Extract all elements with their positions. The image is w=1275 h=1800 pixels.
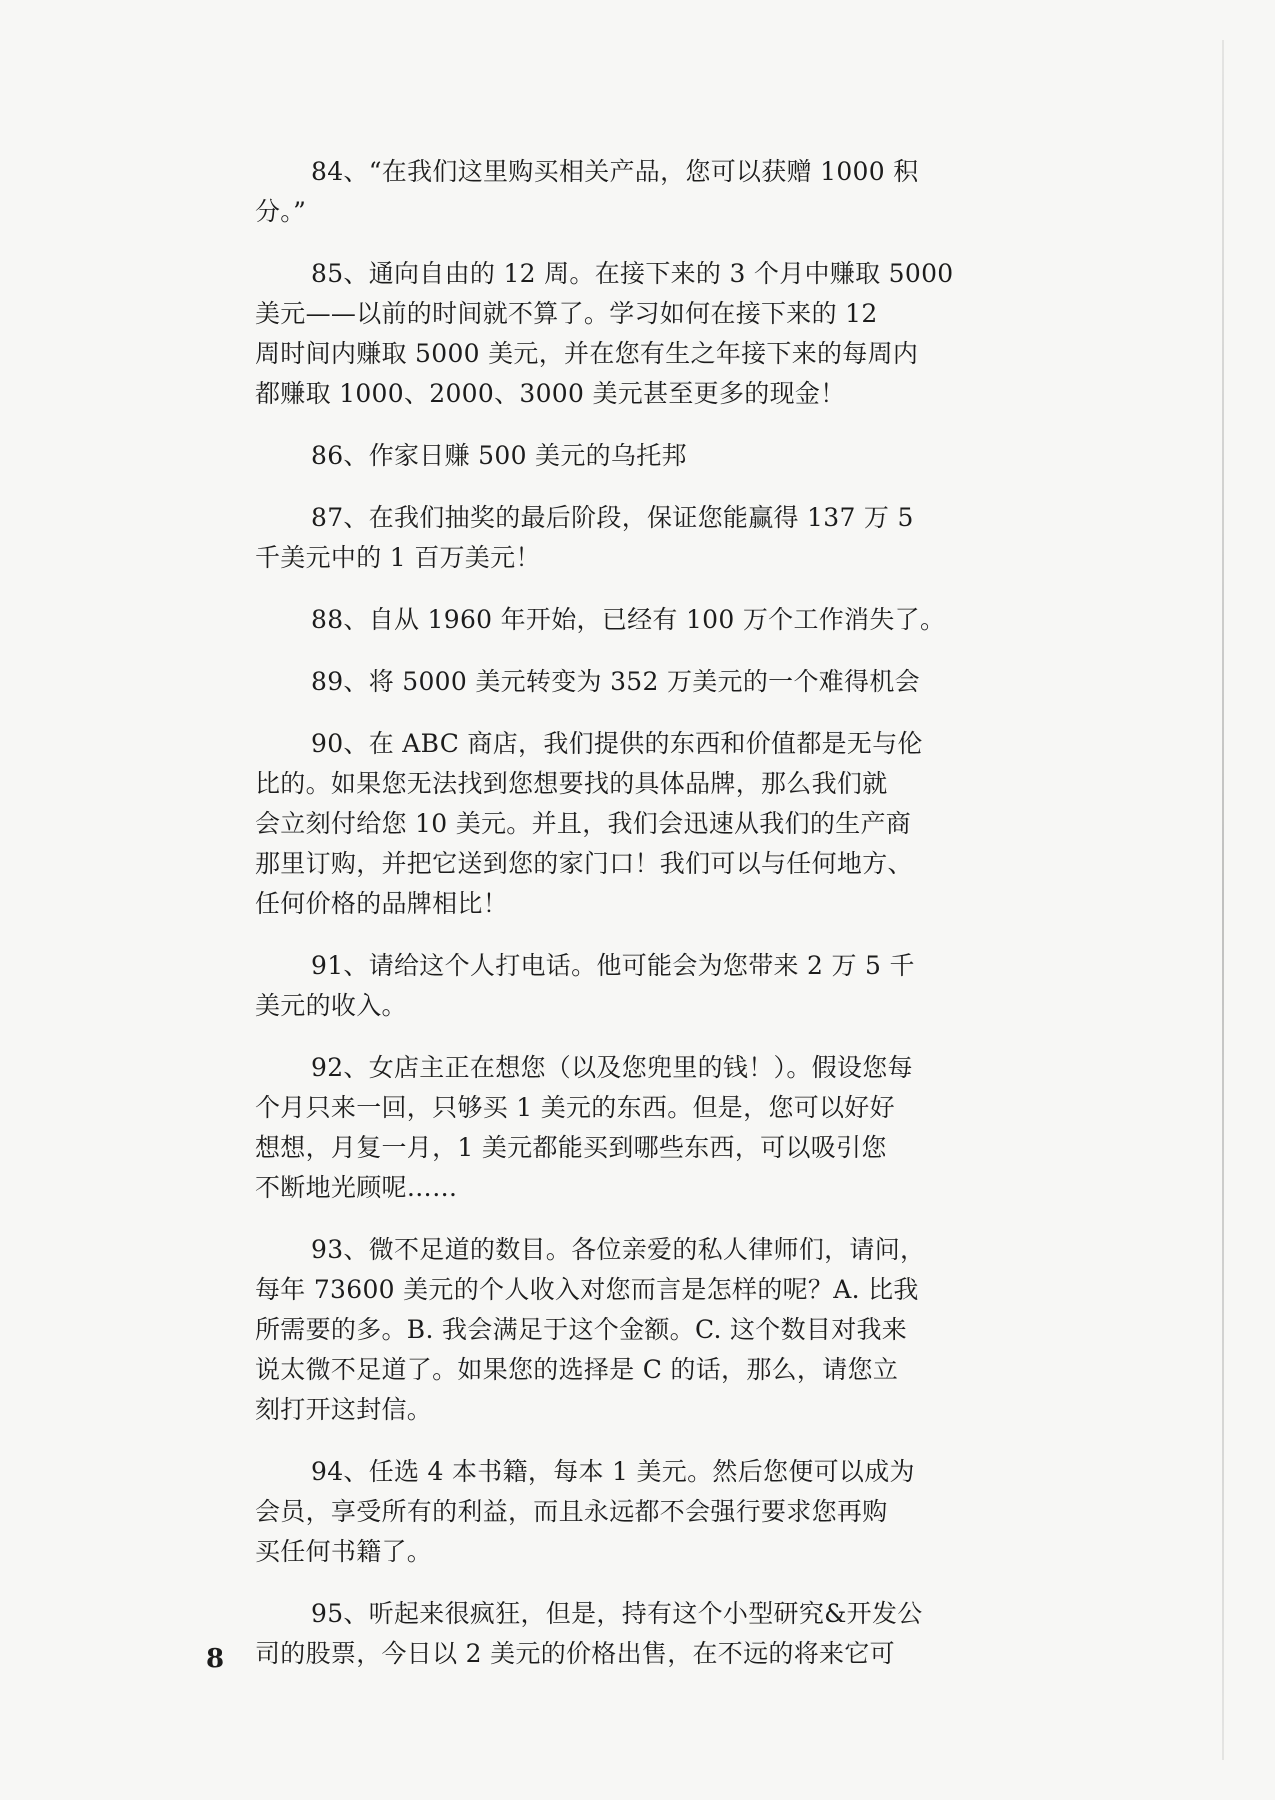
- list-item-90: [255, 724, 945, 924]
- text-line: 87、在我们抽奖的最后阶段，保证您能赢得 137 万 5: [311, 503, 914, 532]
- text-line: 84、“在我们这里购买相关产品，您可以获赠 1000 积: [311, 157, 919, 186]
- text-line: 会立刻付给您 10 美元。并且，我们会迅速从我们的生产商: [255, 809, 912, 838]
- list-item-91: [255, 946, 945, 1026]
- text-line: 那里订购，并把它送到您的家门口！我们可以与任何地方、: [255, 849, 913, 878]
- list-item-86: [255, 436, 945, 476]
- list-item-88: [255, 600, 945, 640]
- list-item-84: [255, 152, 945, 232]
- text-line: 92、女店主正在想您（以及您兜里的钱！）。假设您每: [311, 1053, 913, 1082]
- text-line: 91、请给这个人打电话。他可能会为您带来 2 万 5 千: [311, 951, 915, 980]
- text-line: 94、任选 4 本书籍，每本 1 美元。然后您便可以成为: [311, 1457, 915, 1486]
- list-item-94: [255, 1452, 945, 1572]
- text-line: 85、通向自由的 12 周。在接下来的 3 个月中赚取 5000: [311, 259, 954, 288]
- text-line: 每年 73600 美元的个人收入对您而言是怎样的呢？A. 比我: [255, 1275, 919, 1304]
- text-line: 89、将 5000 美元转变为 352 万美元的一个难得机会: [311, 667, 920, 696]
- text-line: 不断地光顾呢……: [255, 1173, 458, 1202]
- page-number: 8: [206, 1644, 225, 1674]
- text-line: 都赚取 1000、2000、3000 美元甚至更多的现金！: [255, 379, 846, 408]
- text-line: 司的股票，今日以 2 美元的价格出售，在不远的将来它可: [255, 1639, 895, 1668]
- scan-edge-line: [1222, 40, 1224, 1760]
- text-line: 个月只来一回，只够买 1 美元的东西。但是，您可以好好: [255, 1093, 895, 1122]
- text-line: 说太微不足道了。如果您的选择是 C 的话，那么，请您立: [255, 1355, 899, 1384]
- text-line: 会员，享受所有的利益，而且永远都不会强行要求您再购: [255, 1497, 888, 1526]
- list-item-92: [255, 1048, 945, 1208]
- text-line: 想想，月复一月，1 美元都能买到哪些东西，可以吸引您: [255, 1133, 887, 1162]
- list-item-95: [255, 1594, 945, 1674]
- list-item-93: [255, 1230, 945, 1430]
- text-line: 88、自从 1960 年开始，已经有 100 万个工作消失了。: [311, 605, 946, 634]
- text-line: 买任何书籍了。: [255, 1537, 433, 1566]
- list-item-85: [255, 254, 954, 414]
- text-line: 所需要的多。B. 我会满足于这个金额。C. 这个数目对我来: [255, 1315, 908, 1344]
- text-line: 千美元中的 1 百万美元！: [255, 543, 541, 572]
- list-item-89: [255, 662, 945, 702]
- text-line: 分。”: [255, 197, 307, 226]
- text-line: 86、作家日赚 500 美元的乌托邦: [311, 441, 687, 470]
- text-line: 95、听起来很疯狂，但是，持有这个小型研究&开发公: [311, 1599, 923, 1628]
- text-line: 美元——以前的时间就不算了。学习如何在接下来的 12: [255, 299, 878, 328]
- text-line: 任何价格的品牌相比！: [255, 889, 509, 918]
- list-item-87: [255, 498, 945, 578]
- text-line: 比的。如果您无法找到您想要找的具体品牌，那么我们就: [255, 769, 888, 798]
- text-line: 93、微不足道的数目。各位亲爱的私人律师们，请问，: [311, 1235, 926, 1264]
- text-line: 刻打开这封信。: [255, 1395, 433, 1424]
- text-line: 90、在 ABC 商店，我们提供的东西和价值都是无与伦: [311, 729, 923, 758]
- text-line: 美元的收入。: [255, 991, 407, 1020]
- body-text: [255, 152, 954, 1696]
- text-line: 周时间内赚取 5000 美元，并在您有生之年接下来的每周内: [255, 339, 919, 368]
